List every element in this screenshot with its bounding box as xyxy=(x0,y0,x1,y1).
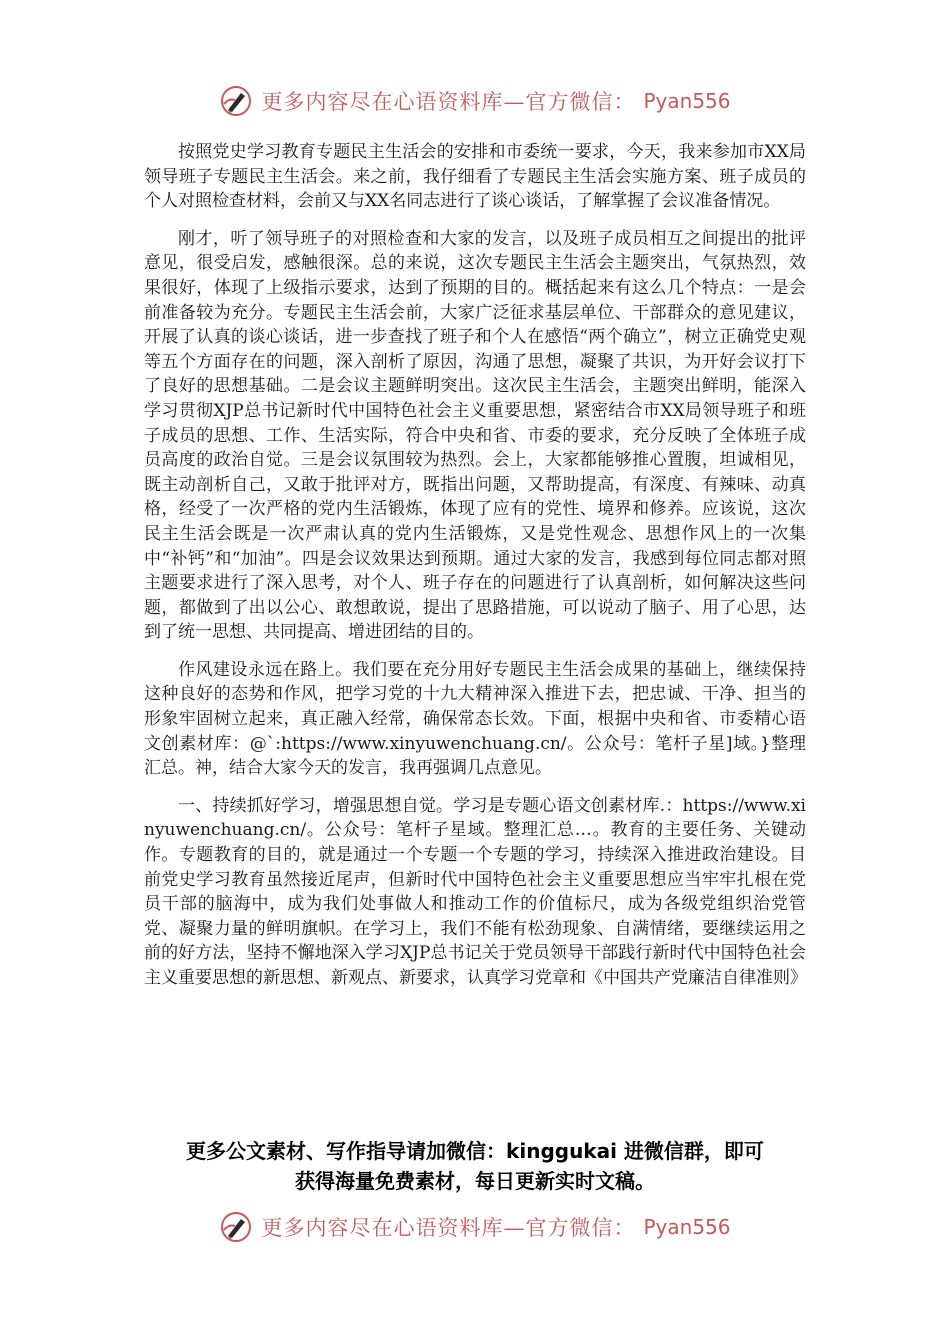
promo-line-1: 更多公文素材、写作指导请加微信：kinggukai 进微信群，即可 xyxy=(186,1139,764,1163)
paragraph-3: 作风建设永远在路上。我们要在充分用好专题民主生活会成果的基础上，继续保持这种良好的态势和作风，把学习党的十九大精神深入推进下去，把忠诚、干净、担当的形象牢固树立起来，真正融入经常，确保常态长效。下面，根据中央和省、市委精心语文创素材库：@`:https://www.xinyuwenchuang.cn/。公众号：笔杆子星]域。}整理汇总。神，结合大家今天的发言，我再强调几点意见。 xyxy=(144,659,806,779)
header-wechat-id: Pyan556 xyxy=(643,89,731,113)
paragraph-4: 一、持续抓好学习，增强思想自觉。学习是专题心语文创素材库.：https://www.xinyuwenchuang.cn/。公众号：笔杆子星域。整理汇总…。教育的主要任务、关键动作。专题教育的目的，就是通过一个专题一个专题的学习，持续深入推进政治建设。目前党史学习教育虽然接近尾声，但新时代中国特色社会主义重要思想应当牢牢扎根在党员干部的脑海中，成为我们处事做人和推动工作的价值标尺，成为各级党组织治党管党、凝聚力量的鲜明旗帜。在学习上，我们不能有松劲现象、自满情绪，要继续运用之前的好方法，坚持不懈地深入学习XJP总书记关于党员领导干部践行新时代中国特色社会主义重要思想的新思想、新观点、新要求，认真学习党章和《中国共产党廉洁自律准则》 xyxy=(144,795,807,988)
pen-logo-icon xyxy=(219,1210,253,1244)
pen-logo-icon xyxy=(219,84,253,118)
paragraph-2: 刚才，听了领导班子的对照检查和大家的发言，以及班子成员相互之间提出的批评意见，很受启发，感触很深。总的来说，这次专题民主生活会主题突出，气氛热烈，效果很好，体现了上级指示要求，达到了预期的目的。概括起来有这么几个特点：一是会前准备较为充分。专题民主生活会前，大家广泛征求基层单位、干部群众的意见建议，开展了认真的谈心谈话，进一步查找了班子和个人在感悟“两个确立”，树立正确党史观等五个方面存在的问题，深入剖析了原因，沟通了思想，凝聚了共识，为开好会议打下了良好的思想基础。二是会议主题鲜明突出。这次民主生活会，主题突出鲜明，能深入学习贯彻XJP总书记新时代中国特色社会主义重要思想，紧密结合市XX局领导班子和班子成员的思想、工作、生活实际，符合中央和省、市委的要求，充分反映了全体班子成员高度的政治自觉。三是会议氛围较为热烈。会上，大家都能够推心置腹，坦诚相见，既主动剖析自己，又敢于批评对方，既指出问题，又帮助提高，有深度、有辣味、动真格，经受了一次严格的党内生活锻炼，体现了应有的党性、境界和修养。应该说，这次民主生活会既是一次严肃认真的党内生活锻炼，又是党性观念、思想作风上的一次集中“补钙”和“加油”。四是会议效果达到预期。通过大家的发言，我感到每位同志都对照主题要求进行了深入思考，对个人、班子存在的问题进行了认真剖析，如何解决这些问题，都做到了出以公心、敢想敢说，提出了思路措施，可以说动了脑子、用了心思，达到了统一思想、共同提高、增进团结的目的。 xyxy=(144,228,806,643)
header-banner-text: 更多内容尽在心语资料库—官方微信： xyxy=(261,90,636,114)
footer-banner-text: 更多内容尽在心语资料库—官方微信： xyxy=(261,1216,636,1240)
promo-line-2: 获得海量免费素材，每日更新实时文稿。 xyxy=(295,1169,655,1193)
header-banner xyxy=(0,84,950,118)
paragraph-1: 按照党史学习教育专题民主生活会的安排和市委统一要求，今天，我来参加市XX局领导班子专题民主生活会。来之前，我仔细看了专题民主生活会实施方案、班子成员的个人对照检查材料，会前又与XX名同志进行了谈心谈话，了解掌握了会议准备情况。 xyxy=(144,142,806,212)
footer-wechat-id: Pyan556 xyxy=(643,1215,731,1239)
document-body xyxy=(144,140,806,1004)
footer-banner xyxy=(0,1210,950,1244)
promo-notice xyxy=(100,1136,850,1196)
